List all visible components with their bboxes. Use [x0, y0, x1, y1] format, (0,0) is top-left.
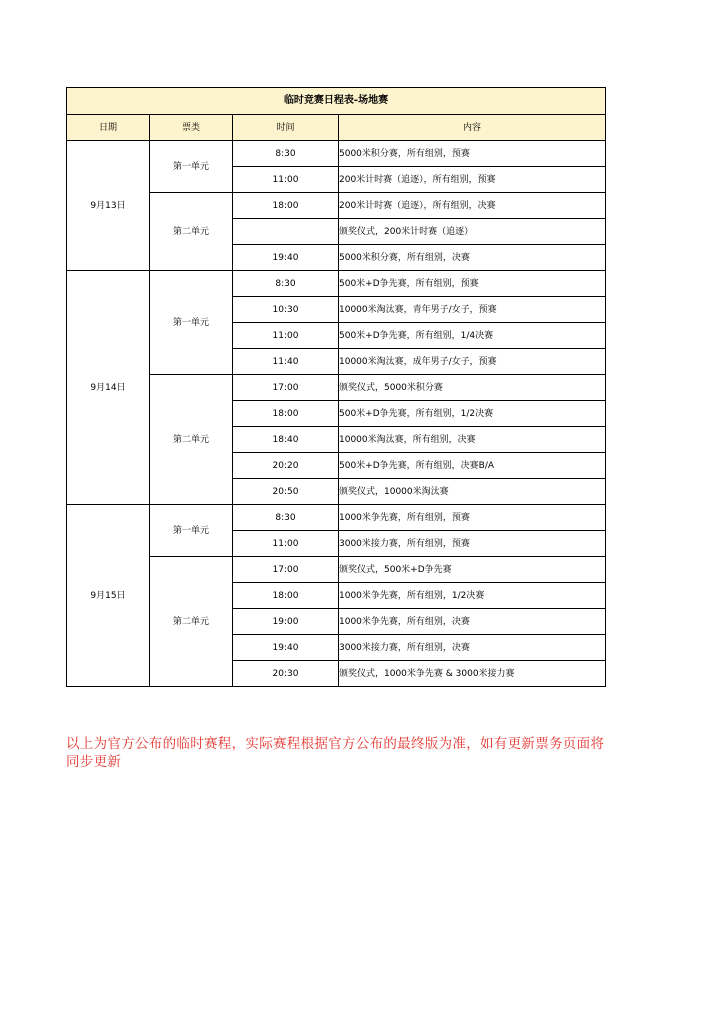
date-cell: 9月13日 — [67, 141, 150, 271]
event-content-cell: 500米+D争先赛，所有组别，1/4决赛 — [339, 323, 606, 349]
event-content-cell: 1000米争先赛，所有组别，1/2决赛 — [339, 583, 606, 609]
event-content-cell: 颁奖仪式，500米+D争先赛 — [339, 557, 606, 583]
event-content-cell: 1000米争先赛，所有组别，决赛 — [339, 609, 606, 635]
event-content-cell: 10000米淘汰赛，青年男子/女子，预赛 — [339, 297, 606, 323]
schedule-row — [67, 141, 606, 167]
time-cell: 11:00 — [233, 323, 339, 349]
time-cell: 20:20 — [233, 453, 339, 479]
event-content-cell: 10000米淘汰赛，所有组别，决赛 — [339, 427, 606, 453]
header-date: 日期 — [67, 115, 150, 141]
header-ticket-type: 票类 — [150, 115, 233, 141]
event-content-cell: 500米+D争先赛，所有组别，1/2决赛 — [339, 401, 606, 427]
time-cell: 20:30 — [233, 661, 339, 687]
time-cell: 17:00 — [233, 375, 339, 401]
time-cell — [233, 219, 339, 245]
time-cell: 19:00 — [233, 609, 339, 635]
header-time: 时间 — [233, 115, 339, 141]
event-content-cell: 5000米积分赛，所有组别，预赛 — [339, 141, 606, 167]
event-content-cell: 1000米争先赛，所有组别，预赛 — [339, 505, 606, 531]
time-cell: 18:00 — [233, 583, 339, 609]
ticket-unit-cell: 第二单元 — [150, 557, 233, 687]
date-cell: 9月15日 — [67, 505, 150, 687]
ticket-unit-cell: 第一单元 — [150, 271, 233, 375]
time-cell: 19:40 — [233, 635, 339, 661]
event-content-cell: 颁奖仪式，5000米积分赛 — [339, 375, 606, 401]
time-cell: 18:40 — [233, 427, 339, 453]
ticket-unit-cell: 第二单元 — [150, 375, 233, 505]
event-content-cell: 500米+D争先赛，所有组别，决赛B/A — [339, 453, 606, 479]
time-cell: 11:00 — [233, 531, 339, 557]
schedule-row — [67, 271, 606, 297]
schedule-row — [67, 505, 606, 531]
schedule-body — [67, 141, 606, 687]
event-content-cell: 颁奖仪式，10000米淘汰赛 — [339, 479, 606, 505]
header-content: 内容 — [339, 115, 606, 141]
event-content-cell: 颁奖仪式，200米计时赛（追逐） — [339, 219, 606, 245]
time-cell: 8:30 — [233, 271, 339, 297]
event-content-cell: 10000米淘汰赛，成年男子/女子，预赛 — [339, 349, 606, 375]
schedule-note: 以上为官方公布的临时赛程，实际赛程根据官方公布的最终版为准，如有更新票务页面将同步更新 — [66, 736, 605, 770]
event-content-cell: 500米+D争先赛，所有组别，预赛 — [339, 271, 606, 297]
schedule-title: 临时竞赛日程表-场地赛 — [67, 88, 606, 115]
time-cell: 17:00 — [233, 557, 339, 583]
time-cell: 11:00 — [233, 167, 339, 193]
time-cell: 8:30 — [233, 141, 339, 167]
time-cell: 20:50 — [233, 479, 339, 505]
event-content-cell: 200米计时赛（追逐），所有组别，预赛 — [339, 167, 606, 193]
time-cell: 18:00 — [233, 193, 339, 219]
schedule-table — [66, 87, 606, 687]
ticket-unit-cell: 第一单元 — [150, 141, 233, 193]
event-content-cell: 颁奖仪式，1000米争先赛 & 3000米接力赛 — [339, 661, 606, 687]
event-content-cell: 5000米积分赛，所有组别，决赛 — [339, 245, 606, 271]
time-cell: 8:30 — [233, 505, 339, 531]
time-cell: 10:30 — [233, 297, 339, 323]
ticket-unit-cell: 第二单元 — [150, 193, 233, 271]
event-content-cell: 200米计时赛（追逐），所有组别，决赛 — [339, 193, 606, 219]
date-cell: 9月14日 — [67, 271, 150, 505]
time-cell: 19:40 — [233, 245, 339, 271]
ticket-unit-cell: 第一单元 — [150, 505, 233, 557]
time-cell: 18:00 — [233, 401, 339, 427]
event-content-cell: 3000米接力赛，所有组别，预赛 — [339, 531, 606, 557]
time-cell: 11:40 — [233, 349, 339, 375]
event-content-cell: 3000米接力赛，所有组别，决赛 — [339, 635, 606, 661]
